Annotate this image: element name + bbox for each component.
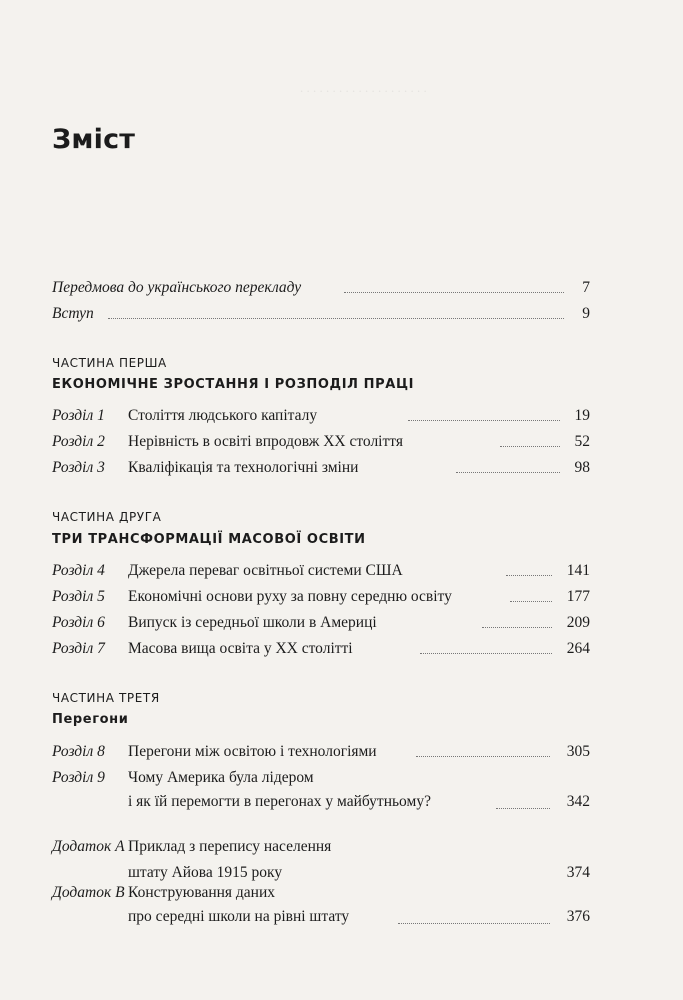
page-number: 177 <box>566 588 590 605</box>
chapter-title: і як їй перемогти в перегонах у майбутньому? <box>128 793 431 810</box>
chapter-label: Розділ 6 <box>52 614 105 631</box>
toc-entry[interactable] <box>52 303 590 327</box>
chapter-title: Джерела переваг освітньої системи США <box>128 562 403 579</box>
toc-entry[interactable] <box>52 560 590 584</box>
page-number: 209 <box>566 614 590 631</box>
dot-leader <box>408 420 560 421</box>
page-number: 374 <box>566 864 590 881</box>
dot-leader <box>506 575 552 576</box>
chapter-label: Розділ 3 <box>52 459 105 476</box>
appendix-label: Додаток А <box>52 838 125 855</box>
chapter-title: Кваліфікація та технологічні зміни <box>128 459 359 476</box>
toc-entry[interactable] <box>52 767 590 817</box>
toc-entry[interactable] <box>52 586 590 610</box>
chapter-label: Розділ 9 <box>52 769 105 786</box>
page-number: 342 <box>566 793 590 810</box>
dot-leader <box>108 318 564 319</box>
toc-entry[interactable] <box>52 638 590 662</box>
toc-page: . . . . . . . . . . . . . . . . . . . . Зміст Передмова до українського перекладу 7 Вступ 9 ЧАСТИНА ПЕРША ЕКОНОМІЧНЕ ЗРОСТАННЯ І РОЗПОДІЛ ПРАЦІ Розділ 1 Століття людського капіталу 19 Розділ 2 Нерівність в освіті впродовж XX століття 52 Розділ 3 Кваліфікація та технологічні зміни 98 ЧАСТИНА ДРУГА ТРИ ТРАНСФОРМАЦІЇ МАСОВОЇ ОСВІТИ Розділ 4 Джерела переваг освітньої системи США 141 Розділ 5 Економічні основи руху за повну середню освіту 177 Розділ 6 Випуск із середньої школи в Америці 209 Розділ 7 Масова вища освіта у XX столітті 264 ЧАСТИНА ТРЕТЯ Перегони Розділ 8 Перегони між освітою і технологіями 305 Розділ 9 Чому Америка була лідером і як їй перемогти в перегонах у майбутньому? 342 Додаток А Приклад з перепису населення штату Айова 1915 року 374 Додаток В Конструювання даних про середні школи на рівні штату 376 <box>0 0 683 1000</box>
toc-entry[interactable] <box>52 457 590 481</box>
toc-entry[interactable] <box>52 836 590 886</box>
part-label: ЧАСТИНА ТРЕТЯ <box>52 691 160 705</box>
page-number: 19 <box>574 407 590 424</box>
dot-leader <box>482 627 552 628</box>
toc-entry[interactable] <box>52 277 590 301</box>
chapter-title: Економічні основи руху за повну середню освіту <box>128 588 452 605</box>
page-number: 9 <box>582 305 590 322</box>
appendix-title: штату Айова 1915 року <box>128 864 283 881</box>
chapter-title: Перегони між освітою і технологіями <box>128 743 377 760</box>
dot-leader <box>420 653 552 654</box>
entry-title: Вступ <box>52 305 94 322</box>
chapter-label: Розділ 5 <box>52 588 105 605</box>
chapter-title: Масова вища освіта у XX столітті <box>128 640 353 657</box>
entry-title: Передмова до українського перекладу <box>52 279 302 296</box>
page-number: 141 <box>566 562 590 579</box>
page-number: 7 <box>582 279 590 296</box>
dot-leader <box>510 601 552 602</box>
dot-leader <box>456 472 560 473</box>
chapter-title-line1: Чому Америка була лідером <box>128 769 314 786</box>
toc-entry[interactable] <box>52 405 590 429</box>
part-title: Перегони <box>52 712 129 727</box>
chapter-label: Розділ 2 <box>52 433 105 450</box>
appendix-label: Додаток В <box>52 884 125 901</box>
chapter-title: Нерівність в освіті впродовж XX століття <box>128 433 403 450</box>
appendix-title-line1: Приклад з перепису населення <box>128 838 332 855</box>
dot-leader <box>500 446 560 447</box>
page-number: 98 <box>574 459 590 476</box>
part-title: ТРИ ТРАНСФОРМАЦІЇ МАСОВОЇ ОСВІТИ <box>52 532 366 547</box>
chapter-label: Розділ 4 <box>52 562 105 579</box>
chapter-label: Розділ 1 <box>52 407 105 424</box>
page-number: 376 <box>566 908 590 925</box>
chapter-label: Розділ 7 <box>52 640 105 657</box>
dot-leader <box>398 923 550 924</box>
toc-entry[interactable] <box>52 741 590 765</box>
appendix-title-line1: Конструювання даних <box>128 884 276 901</box>
appendix-title: про середні школи на рівні штату <box>128 908 350 925</box>
page-number: 52 <box>574 433 590 450</box>
toc-entry[interactable] <box>52 431 590 455</box>
chapter-label: Розділ 8 <box>52 743 105 760</box>
toc-entry[interactable] <box>52 882 590 932</box>
part-label: ЧАСТИНА ДРУГА <box>52 510 162 524</box>
page-number: 264 <box>566 640 590 657</box>
toc-entry[interactable] <box>52 612 590 636</box>
dot-leader <box>344 292 564 293</box>
dot-leader <box>416 756 550 757</box>
chapter-title: Століття людського капіталу <box>128 407 318 424</box>
part-label: ЧАСТИНА ПЕРША <box>52 356 167 370</box>
dot-leader <box>496 808 550 809</box>
page-title: Зміст <box>52 124 136 155</box>
chapter-title: Випуск із середньої школи в Америці <box>128 614 377 631</box>
page-number: 305 <box>566 743 590 760</box>
part-title: ЕКОНОМІЧНЕ ЗРОСТАННЯ І РОЗПОДІЛ ПРАЦІ <box>52 377 415 392</box>
